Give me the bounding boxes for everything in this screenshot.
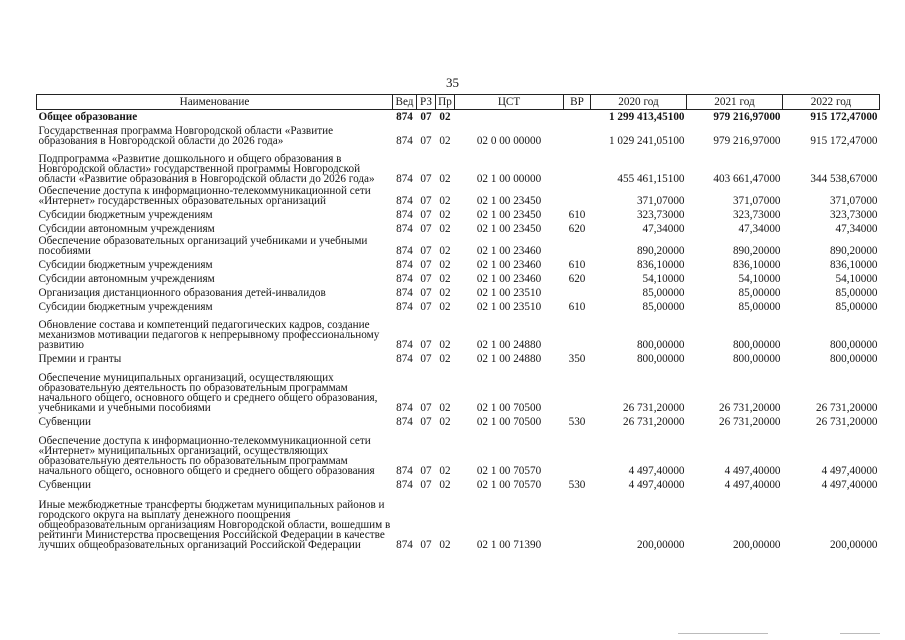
row-pr: 02 [439, 465, 451, 477]
header-2021: 2021 год [687, 95, 783, 110]
row-cst: 02 1 00 70500 [476, 416, 542, 428]
row-2020: 26 731,20000 [622, 416, 685, 428]
row-vr: 610 [568, 259, 586, 271]
row-2022: 47,34000 [835, 223, 878, 235]
row-name: Обеспечение доступа к информационно-телекоммуникационной сети «Интернет» государственных образовательных организаций [38, 185, 371, 207]
row-2020: 4 497,40000 [628, 465, 685, 477]
row-rz: 07 [420, 353, 432, 365]
row-2022: 800,00000 [829, 353, 878, 365]
row-rz: 07 [420, 173, 432, 185]
row-2022: 26 731,20000 [815, 402, 878, 414]
row-2020: 323,73000 [636, 209, 685, 221]
row-2021: 800,00000 [732, 353, 781, 365]
row-vr [564, 146, 591, 184]
table-row [37, 206, 880, 220]
row-vr [564, 284, 591, 298]
row-2022: 4 497,40000 [821, 479, 878, 491]
row-cst: 02 1 00 23450 [476, 195, 542, 207]
row-2021: 323,73000 [732, 209, 781, 221]
table-row [37, 110, 880, 125]
row-rz: 07 [420, 195, 432, 207]
row-ved: 874 [396, 195, 413, 207]
row-2021: 85,00000 [738, 301, 781, 313]
row-pr: 02 [439, 479, 451, 491]
row-ved: 874 [396, 111, 413, 123]
row-pr: 02 [439, 402, 451, 414]
row-2020: 371,07000 [636, 195, 685, 207]
row-ved: 874 [396, 173, 413, 185]
row-rz: 07 [420, 259, 432, 271]
row-2020: 200,00000 [636, 539, 685, 551]
table-row [37, 284, 880, 298]
row-name: Обеспечение доступа к информационно-телекоммуникационной сети «Интернет» муниципальных организаций, осуществляющих образовательную деятельность по образовательным программам начального общего, основного общего и среднего общего образования [38, 435, 375, 477]
row-ved: 874 [396, 287, 413, 299]
header-pr: Пр [436, 95, 455, 110]
row-name: Субсидии автономным учреждениям [38, 223, 215, 235]
row-pr: 02 [439, 209, 451, 221]
row-2022: 85,00000 [835, 301, 878, 313]
row-pr: 02 [439, 416, 451, 428]
row-2021: 26 731,20000 [718, 416, 781, 428]
row-cst: 02 1 00 23450 [476, 209, 542, 221]
table-header-row [37, 95, 880, 110]
row-2022: 344 538,67000 [810, 173, 878, 185]
table-row [37, 413, 880, 427]
row-name: Премии и гранты [38, 353, 122, 365]
row-2020: 1 029 241,05100 [608, 135, 685, 147]
row-2022: 915 172,47000 [810, 135, 878, 147]
row-cst: 02 1 00 00000 [476, 173, 542, 185]
row-cst: 02 1 00 24880 [476, 353, 542, 365]
row-2020: 836,10000 [636, 259, 685, 271]
row-2021: 26 731,20000 [718, 402, 781, 414]
row-name: Субсидии бюджетным учреждениям [38, 301, 213, 313]
row-2021: 54,10000 [738, 273, 781, 285]
row-cst: 02 1 00 23460 [476, 245, 542, 257]
table-row [37, 364, 880, 413]
row-ved: 874 [396, 259, 413, 271]
row-2022: 371,07000 [829, 195, 878, 207]
row-2022: 890,20000 [829, 245, 878, 257]
row-rz: 07 [420, 465, 432, 477]
row-cst: 02 1 00 23510 [476, 287, 542, 299]
row-pr: 02 [439, 245, 451, 257]
row-vr: 350 [568, 353, 586, 365]
row-cst: 02 1 00 70570 [476, 465, 542, 477]
row-2020: 890,20000 [636, 245, 685, 257]
row-2020: 4 497,40000 [628, 479, 685, 491]
row-name: Обеспечение образовательных организаций учебниками и учебными пособиями [38, 235, 368, 257]
row-2020: 26 731,20000 [622, 402, 685, 414]
row-ved: 874 [396, 209, 413, 221]
row-cst: 02 1 00 23450 [476, 223, 542, 235]
row-vr [564, 427, 591, 476]
row-2021: 979 216,97000 [713, 111, 781, 123]
row-ved: 874 [396, 465, 413, 477]
row-rz: 07 [420, 273, 432, 285]
row-vr [564, 124, 591, 146]
row-name: Обновление состава и компетенций педагогических кадров, создание механизмов мотивации педагогов к непрерывному профессиональному развитию [38, 319, 380, 351]
header-vr: ВР [564, 95, 591, 110]
row-2021: 371,07000 [732, 195, 781, 207]
row-ved: 874 [396, 245, 413, 257]
row-vr: 610 [568, 209, 586, 221]
table-row [37, 312, 880, 350]
row-vr [564, 184, 591, 206]
row-name: Субсидии бюджетным учреждениям [38, 209, 213, 221]
row-rz: 07 [420, 416, 432, 428]
row-2021: 4 497,40000 [724, 479, 781, 491]
row-name: Субвенции [38, 479, 91, 491]
row-name: Организация дистанционного образования детей-инвалидов [38, 287, 326, 299]
row-rz: 07 [420, 135, 432, 147]
row-ved: 874 [396, 339, 413, 351]
row-ved: 874 [396, 273, 413, 285]
row-rz: 07 [420, 223, 432, 235]
row-2022: 200,00000 [829, 539, 878, 551]
row-2020: 47,34000 [642, 223, 685, 235]
header-rz: РЗ [417, 95, 436, 110]
row-cst: 02 1 00 23510 [476, 301, 542, 313]
table-row [37, 256, 880, 270]
header-ved: Вед [393, 95, 417, 110]
row-ved: 874 [396, 223, 413, 235]
row-2020: 54,10000 [642, 273, 685, 285]
row-2020: 800,00000 [636, 353, 685, 365]
row-rz: 07 [420, 245, 432, 257]
row-ved: 874 [396, 301, 413, 313]
row-rz: 07 [420, 301, 432, 313]
row-name: Общее образование [38, 111, 138, 123]
row-ved: 874 [396, 416, 413, 428]
row-vr: 530 [568, 416, 586, 428]
row-pr: 02 [439, 353, 451, 365]
row-2021: 200,00000 [732, 539, 781, 551]
row-2021: 85,00000 [738, 287, 781, 299]
row-2022: 54,10000 [835, 273, 878, 285]
row-vr [564, 234, 591, 256]
row-2022: 915 172,47000 [810, 111, 878, 123]
row-2021: 836,10000 [732, 259, 781, 271]
table-row [37, 476, 880, 490]
table-row [37, 220, 880, 234]
table-row [37, 350, 880, 364]
row-pr: 02 [439, 111, 451, 123]
row-2021: 403 661,47000 [713, 173, 781, 185]
row-pr: 02 [439, 195, 451, 207]
header-cst: ЦСТ [455, 95, 564, 110]
row-name: Обеспечение муниципальных организаций, осуществляющих образовательную деятельность по образовательным программам начального общего, основного общего и среднего общего образования, учебниками и учебными пособиями [38, 372, 378, 414]
row-ved: 874 [396, 479, 413, 491]
row-cst: 02 1 00 71390 [476, 539, 542, 551]
table-row [37, 298, 880, 312]
row-cst: 02 1 00 24880 [476, 339, 542, 351]
row-rz: 07 [420, 539, 432, 551]
row-cst: 02 1 00 70500 [476, 402, 542, 414]
row-vr: 610 [568, 301, 586, 313]
row-name: Субсидии бюджетным учреждениям [38, 259, 213, 271]
row-name: Иные межбюджетные трансферты бюджетам муниципальных районов и городского округа на выплату денежного поощрения общеобразовательным организациям Новгородской области, вошедшим в рейтинги Министерства просвещения Российской Федерации в качестве лучших общеобразовательных организаций Российской Федерации [38, 499, 391, 551]
header-2022: 2022 год [783, 95, 880, 110]
table-row [37, 124, 880, 146]
row-pr: 02 [439, 287, 451, 299]
row-rz: 07 [420, 402, 432, 414]
row-2022: 4 497,40000 [821, 465, 878, 477]
row-rz: 07 [420, 479, 432, 491]
table-row [37, 234, 880, 256]
row-2022: 85,00000 [835, 287, 878, 299]
row-vr: 620 [568, 273, 586, 285]
row-name: Государственная программа Новгородской области «Развитие образования в Новгородской области до 2026 года» [38, 125, 334, 147]
row-cst: 02 1 00 23460 [476, 273, 542, 285]
row-rz: 07 [420, 209, 432, 221]
table-row [37, 146, 880, 184]
row-2020: 800,00000 [636, 339, 685, 351]
row-2022: 26 731,20000 [815, 416, 878, 428]
row-vr: 530 [568, 479, 586, 491]
row-vr [564, 490, 591, 550]
row-pr: 02 [439, 223, 451, 235]
row-vr [564, 312, 591, 350]
row-name: Субсидии автономным учреждениям [38, 273, 215, 285]
row-cst: 02 0 00 00000 [476, 135, 542, 147]
table-row [37, 184, 880, 206]
table-row [37, 270, 880, 284]
row-pr: 02 [439, 539, 451, 551]
row-pr: 02 [439, 301, 451, 313]
scan-edge-mark [840, 633, 880, 634]
row-2020: 455 461,15100 [617, 173, 685, 185]
row-ved: 874 [396, 135, 413, 147]
row-cst [455, 110, 564, 125]
header-2020: 2020 год [591, 95, 687, 110]
row-2021: 800,00000 [732, 339, 781, 351]
row-rz: 07 [420, 111, 432, 123]
row-2020: 1 299 413,45100 [608, 111, 685, 123]
row-pr: 02 [439, 135, 451, 147]
row-2020: 85,00000 [642, 301, 685, 313]
row-2021: 890,20000 [732, 245, 781, 257]
row-2021: 979 216,97000 [713, 135, 781, 147]
page-number: 35 [446, 75, 459, 90]
row-2021: 4 497,40000 [724, 465, 781, 477]
row-2022: 836,10000 [829, 259, 878, 271]
row-2022: 800,00000 [829, 339, 878, 351]
row-vr [564, 110, 591, 125]
row-ved: 874 [396, 539, 413, 551]
row-pr: 02 [439, 339, 451, 351]
table-row [37, 490, 880, 550]
header-name: Наименование [37, 95, 393, 110]
budget-table [36, 94, 880, 550]
row-pr: 02 [439, 173, 451, 185]
row-rz: 07 [420, 287, 432, 299]
row-ved: 874 [396, 402, 413, 414]
row-vr: 620 [568, 223, 586, 235]
row-cst: 02 1 00 23460 [476, 259, 542, 271]
row-2022: 323,73000 [829, 209, 878, 221]
row-name: Субвенции [38, 416, 91, 428]
scan-edge-mark [678, 633, 768, 634]
row-2020: 85,00000 [642, 287, 685, 299]
row-name: Подпрограмма «Развитие дошкольного и общего образования в Новгородской области» государственной программы Новгородской области «Развитие образования в Новгородской области до 2026 года» [38, 153, 375, 185]
row-cst: 02 1 00 70570 [476, 479, 542, 491]
row-pr: 02 [439, 259, 451, 271]
row-2021: 47,34000 [738, 223, 781, 235]
row-pr: 02 [439, 273, 451, 285]
table-row [37, 427, 880, 476]
row-ved: 874 [396, 353, 413, 365]
row-vr [564, 364, 591, 413]
row-rz: 07 [420, 339, 432, 351]
